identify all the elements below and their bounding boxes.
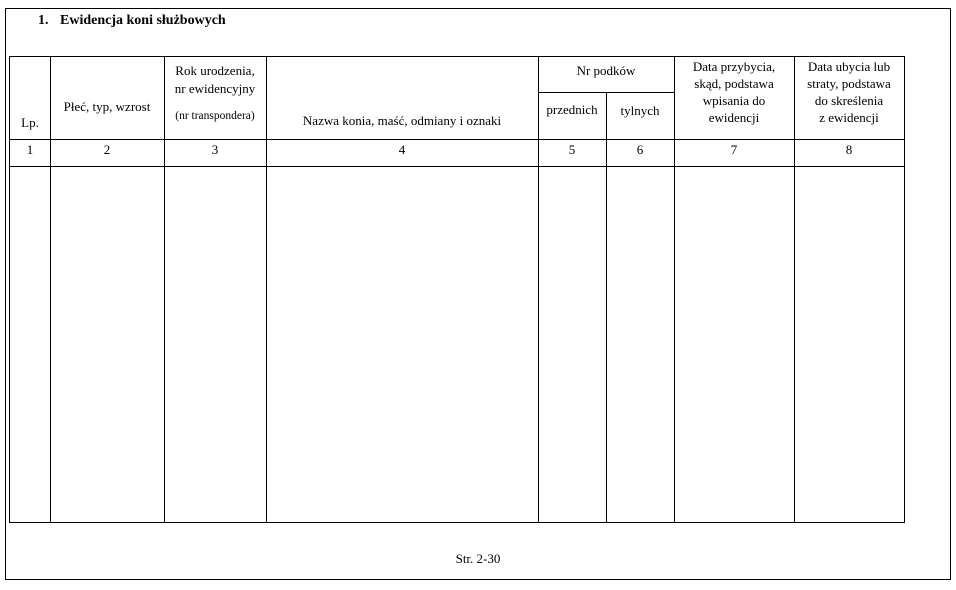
column-number: 6: [636, 142, 644, 157]
horse-register-table: [9, 56, 905, 523]
column-number: 2: [103, 142, 111, 157]
header-tylnych: tylnych: [620, 103, 660, 118]
header-rok-line2: nr ewidencyjny: [174, 81, 256, 96]
entry-area[interactable]: [10, 167, 904, 522]
header-podkow: Nr podków: [576, 63, 636, 78]
page-number: Str. 2-30: [455, 551, 501, 566]
header-ubycia-line1: Data ubycia lub: [807, 59, 891, 74]
header-plec: Płeć, typ, wzrost: [63, 99, 151, 114]
section-title: Ewidencja koni służbowych: [60, 13, 226, 28]
column-number: 1: [26, 142, 34, 157]
column-number: 3: [211, 142, 219, 157]
header-ubycia-line4: z ewidencji: [819, 110, 879, 125]
section-number: 1.: [38, 13, 49, 28]
header-ubycia-line2: straty, podstawa: [807, 76, 891, 91]
header-przybycia-line1: Data przybycia,: [692, 59, 776, 74]
header-przednich: przednich: [546, 102, 598, 117]
header-rok-line3: (nr transpondera): [175, 110, 255, 122]
header-lp: Lp.: [21, 115, 39, 130]
subheader-rule: [538, 92, 674, 93]
header-rok-line1: Rok urodzenia,: [175, 63, 255, 78]
header-nazwa: Nazwa konia, maść, odmiany i oznaki: [302, 113, 502, 128]
column-number: 4: [398, 142, 406, 157]
header-przybycia-line4: ewidencji: [708, 110, 760, 125]
header-rule: [10, 139, 904, 140]
header-przybycia-line2: skąd, podstawa: [694, 76, 774, 91]
column-number: 7: [730, 142, 738, 157]
column-number: 8: [845, 142, 853, 157]
section-heading: [38, 13, 226, 29]
header-przybycia-line3: wpisania do: [702, 93, 766, 108]
column-number: 5: [568, 142, 576, 157]
header-ubycia-line3: do skreślenia: [814, 93, 884, 108]
